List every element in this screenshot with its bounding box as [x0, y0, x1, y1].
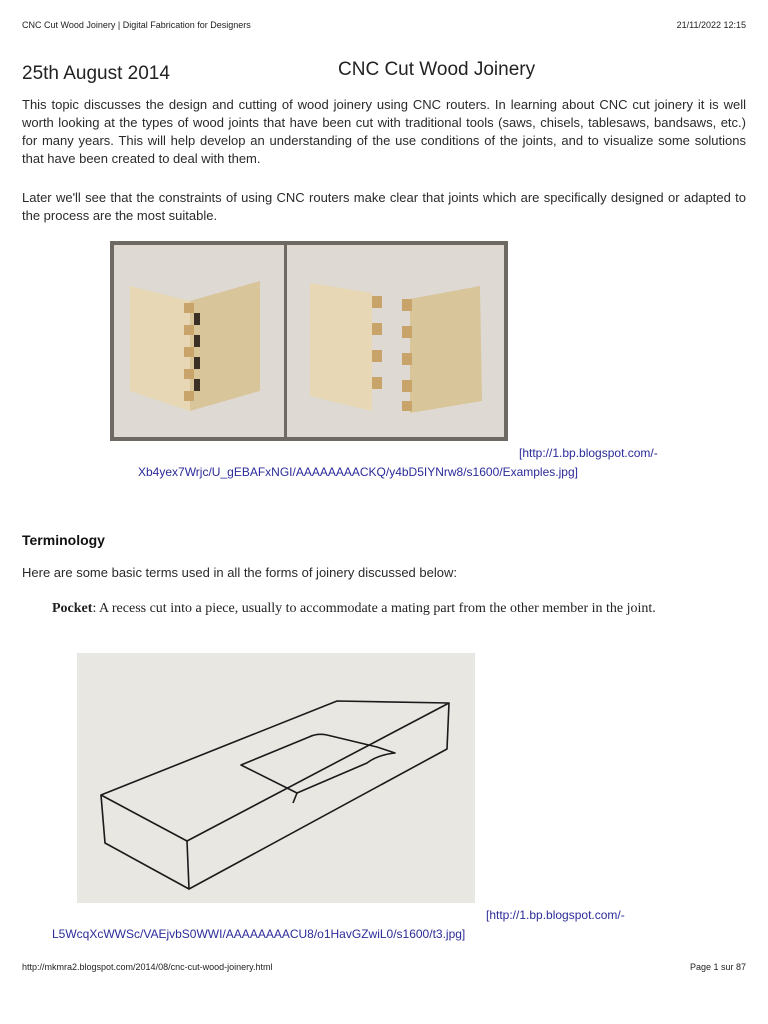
- post-date: 25th August 2014: [22, 63, 170, 84]
- terminology-heading: Terminology: [22, 532, 105, 548]
- term-definition: : A recess cut into a piece, usually to accommodate a mating part from the other member in the joint.: [92, 601, 656, 616]
- pocket-drawing: [77, 653, 475, 903]
- print-header: [22, 20, 746, 30]
- intro-paragraph: This topic discusses the design and cutting of wood joinery using CNC routers. In learning about CNC cut joinery it is well worth looking at the types of wood joints that have been cut with traditional tools (saws, chisels, tablesaws, bandsaws, etc.) for many years. This will help develop an understanding of the use conditions of the joints, and to visualize some solutions that have been created to deal with them.: [22, 97, 746, 166]
- figure1-link[interactable]: [http://1.bp.blogspot.com/-: [519, 446, 658, 460]
- print-header-title: CNC Cut Wood Joinery | Digital Fabrication for Designers: [22, 20, 251, 30]
- print-footer: [22, 962, 746, 972]
- figure2-link-cont[interactable]: L5WcqXcWWSc/VAEjvbS0WWI/AAAAAAAACU8/o1HavGZwiL0/s1600/t3.jpg]: [52, 927, 466, 941]
- joints-illustration: [110, 241, 508, 441]
- print-footer-page: Page 1 sur 87: [689, 962, 746, 972]
- term-pocket: [52, 599, 746, 618]
- examples-photo: [110, 241, 508, 441]
- print-footer-url: http://mkmra2.blogspot.com/2014/08/cnc-cut-wood-joinery.html: [22, 962, 273, 972]
- term-name: Pocket: [52, 601, 93, 616]
- constraints-paragraph: Later we'll see that the constraints of using CNC routers make clear that joints which are specifically designed or adapted to the process are the most suitable.: [22, 190, 746, 223]
- pocket-illustration: [77, 653, 475, 903]
- post-title: CNC Cut Wood Joinery: [338, 59, 536, 80]
- figure2-link[interactable]: [http://1.bp.blogspot.com/-: [486, 908, 625, 922]
- figure1-link-cont[interactable]: Xb4yex7Wrjc/U_gEBAFxNGI/AAAAAAAACKQ/y4bD5IYNrw8/s1600/Examples.jpg]: [138, 465, 578, 479]
- terminology-intro: Here are some basic terms used in all the forms of joinery discussed below:: [22, 565, 457, 580]
- print-header-datetime: 21/11/2022 12:15: [676, 20, 746, 30]
